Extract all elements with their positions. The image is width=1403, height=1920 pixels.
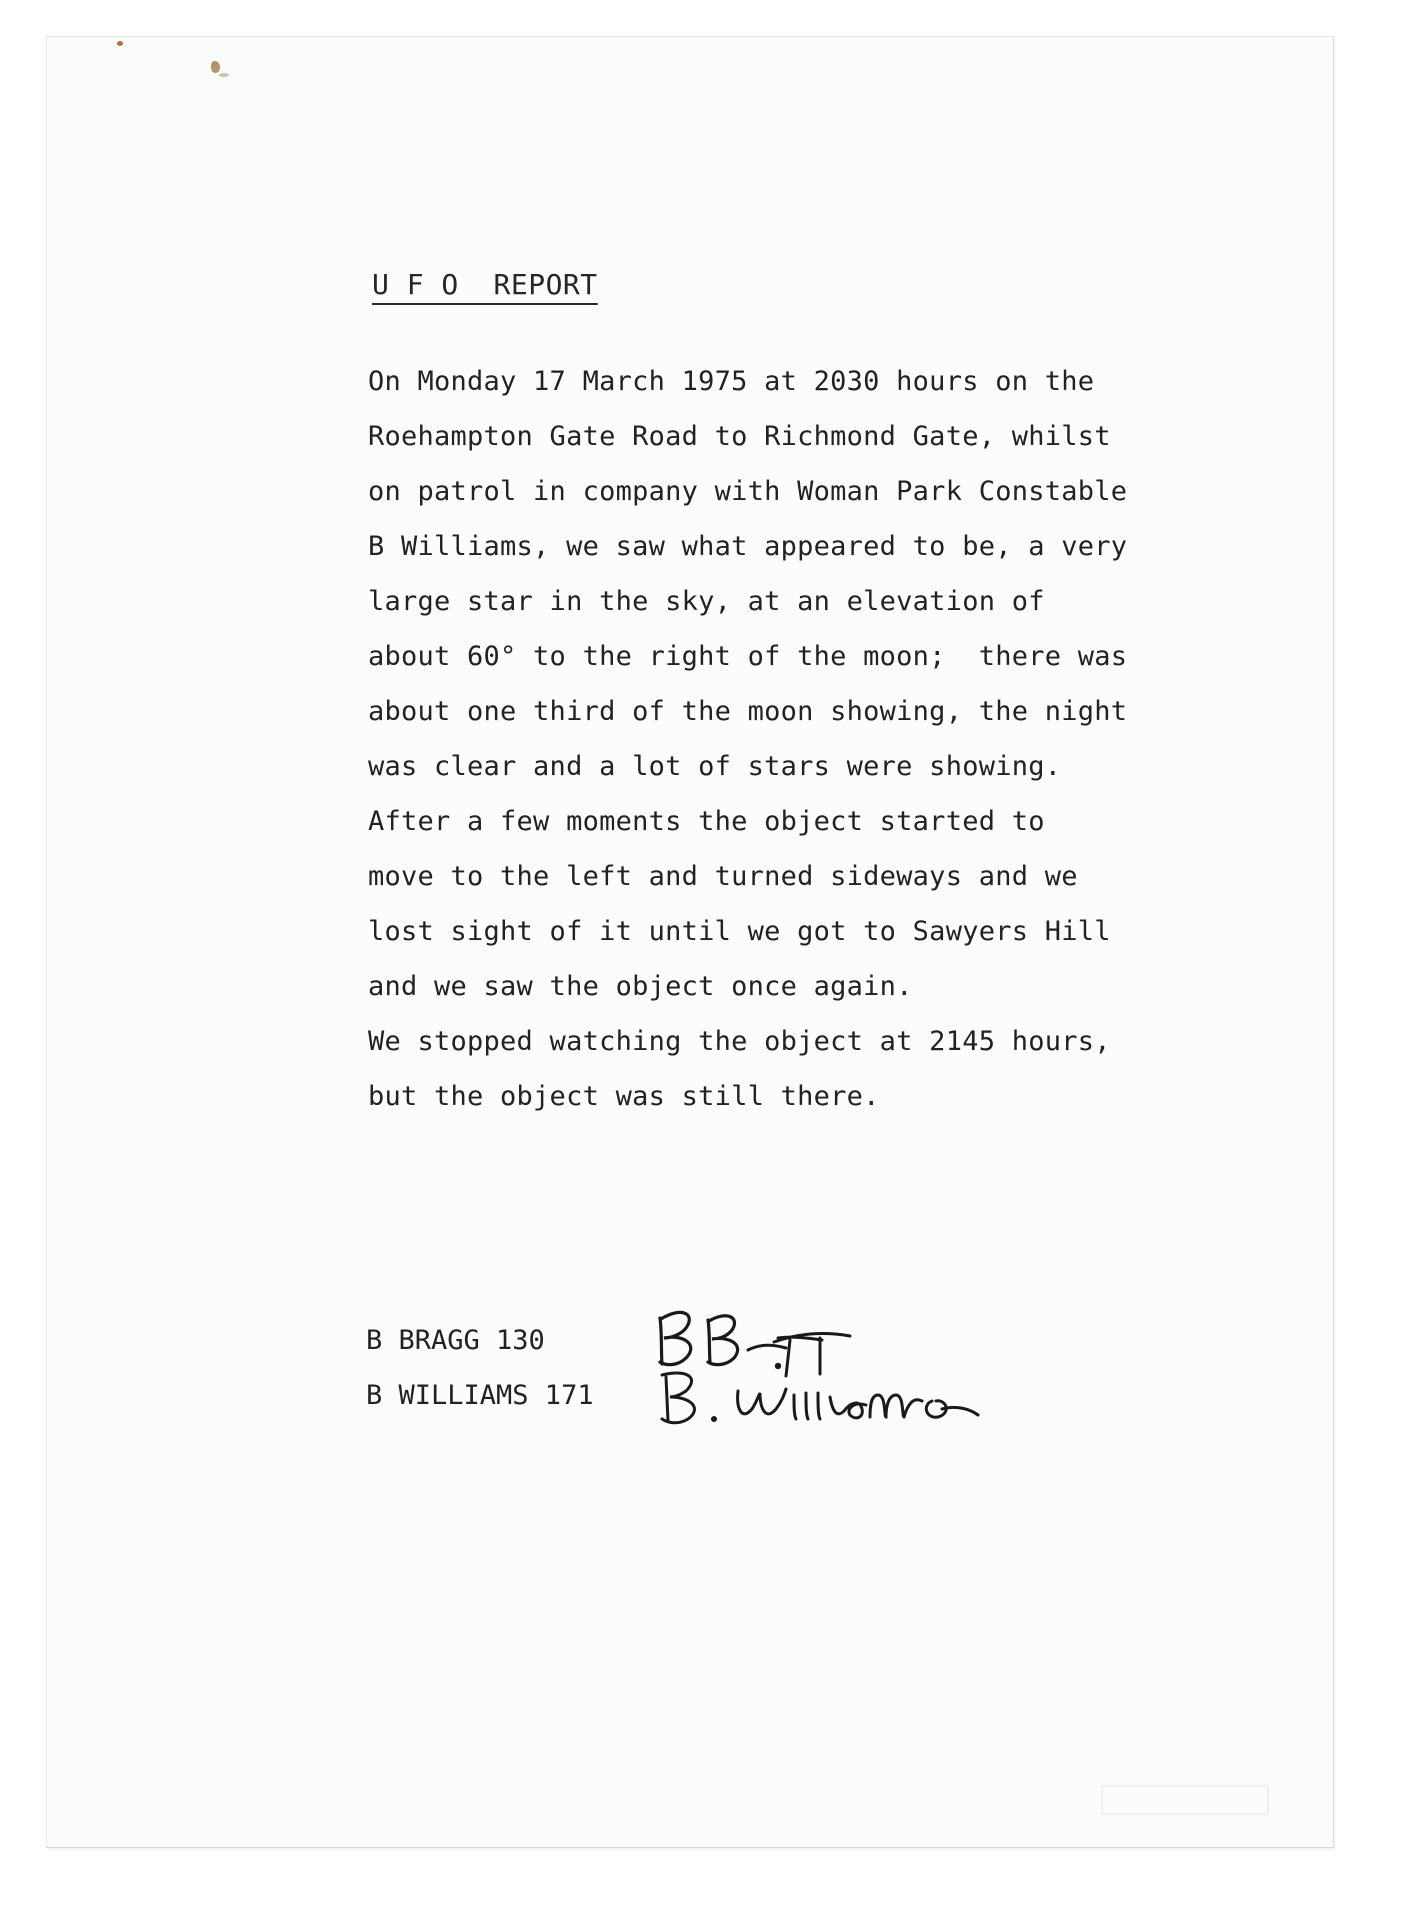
ink-speck	[117, 41, 123, 46]
paper-stain	[211, 61, 220, 73]
paper-stain	[219, 73, 229, 77]
body-line: on patrol in company with Woman Park Constable	[368, 476, 1128, 507]
signature-williams	[656, 1365, 986, 1427]
body-line: and we saw the object once again.	[368, 971, 913, 1002]
body-line: large star in the sky, at an elevation of	[368, 586, 1045, 617]
body-line: about one third of the moon showing, the night	[368, 696, 1128, 727]
faint-stamp-mark	[1100, 1780, 1270, 1820]
body-line: move to the left and turned sideways and we	[368, 861, 1078, 892]
body-line: about 60° to the right of the moon; there was	[368, 641, 1128, 672]
body-line: We stopped watching the object at 2145 hours,	[368, 1026, 1111, 1057]
body-line: but the object was still there.	[368, 1081, 880, 1112]
report-title: U F O REPORT	[372, 268, 598, 301]
signatory-name-bragg: B BRAGG 130	[366, 1325, 545, 1356]
body-line: On Monday 17 March 1975 at 2030 hours on the	[368, 366, 1095, 397]
signatory-name-williams: B WILLIAMS 171	[366, 1380, 594, 1411]
body-line: After a few moments the object started to	[368, 806, 1045, 837]
body-line: Roehampton Gate Road to Richmond Gate, whilst	[368, 421, 1111, 452]
body-line: B Williams, we saw what appeared to be, a very	[368, 531, 1128, 562]
signatory-list	[366, 1316, 594, 1426]
body-line: was clear and a lot of stars were showing.	[368, 751, 1062, 782]
report-body	[368, 362, 1268, 1132]
body-line: lost sight of it until we got to Sawyers Hill	[368, 916, 1111, 947]
